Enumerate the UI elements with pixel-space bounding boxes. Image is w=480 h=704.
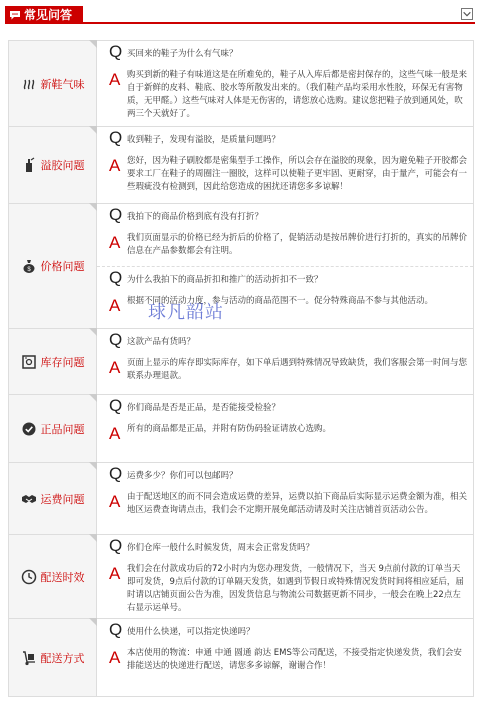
answer-text: 所有的商品都是正品，并附有防伪码验证请放心选购。 xyxy=(127,424,332,434)
answer-mark: A xyxy=(109,296,121,315)
question-mark: Q xyxy=(109,330,123,349)
category-odor xyxy=(9,41,97,126)
answer-mark: A xyxy=(109,358,121,377)
answer-text: 购买到新的鞋子有味道这是在所难免的，鞋子从入库后都是密封保存的，这些气味一般是来自于新鲜的皮料、鞋底、胶水等所散发出来的。（我们鞋产品均采用水性胶，环保无有害物质，无甲醛。）这些气味对人体是无伤害的，请您放心选购。建议您把鞋子放到通风处，吹两三个天就好了。 xyxy=(127,70,468,119)
answer-mark: A xyxy=(109,492,121,511)
watermark-text: 球凡韶站 xyxy=(148,302,224,323)
glue-bottle-icon xyxy=(21,157,37,173)
category-label: 新鞋气味 xyxy=(40,77,85,91)
question-mark: Q xyxy=(109,42,123,61)
category-label: 配送方式 xyxy=(40,651,85,665)
clock-icon xyxy=(21,569,37,585)
question-text: 使用什么快递，可以指定快递吗？ xyxy=(127,627,255,637)
answer-text: 根据不同的活动力度，参与活动的商品范围不一。促分特殊商品不参与其他活动。 xyxy=(127,296,434,306)
question-text: 我拍下的商品价格到底有没有打折？ xyxy=(127,212,264,222)
chevron-down-icon xyxy=(462,9,472,19)
question-text: 为什么我拍下的商品折扣和推广的活动折扣不一致？ xyxy=(127,275,323,285)
answer-text: 您好，因为鞋子刷胶都是密集型手工操作，所以会存在溢胶的现象，因为避免鞋子开胶都会要求工厂在鞋子的周圈注一圈胶，这样可以使鞋子更牢固、更耐穿，由于量产，可能会有一些瑕疵没有检测到，因此给您造成的困扰还请您多多谅解！ xyxy=(127,156,468,192)
handshake-icon xyxy=(21,491,37,507)
faq-row-glue xyxy=(8,127,474,204)
category-label: 配送时效 xyxy=(40,570,85,584)
category-glue xyxy=(9,127,97,203)
question-text: 收到鞋子，发现有溢胶，是质量问题吗？ xyxy=(127,135,281,145)
answer-text: 页面上显示的库存即实际库存，如下单后遇到特殊情况导致缺货，我们客服会第一时间与您联系办理退款。 xyxy=(127,358,468,381)
svg-text:$: $ xyxy=(26,267,31,273)
answer-mark: A xyxy=(109,156,121,175)
question-mark: Q xyxy=(109,396,123,415)
faq-row-price xyxy=(8,204,474,329)
question-text: 这款产品有货吗？ xyxy=(127,337,196,347)
faq-item xyxy=(97,535,473,619)
faq-item xyxy=(97,329,473,387)
faq-item xyxy=(97,395,473,443)
faq-row-stock xyxy=(8,329,474,395)
faq-title-tab xyxy=(5,6,83,24)
faq-row-shipping-fee xyxy=(8,463,474,535)
question-text: 你们商品是否是正品，是否能接受检验？ xyxy=(127,403,281,413)
chat-bubble-icon xyxy=(9,10,21,20)
faq-row-authentic xyxy=(8,395,474,463)
check-circle-icon xyxy=(21,421,37,437)
faq-item xyxy=(97,41,473,125)
category-stock xyxy=(9,329,97,394)
question-mark: Q xyxy=(109,128,123,147)
faq-header xyxy=(5,6,475,24)
answer-mark: A xyxy=(109,424,121,443)
faq-table xyxy=(8,40,474,697)
answer-mark: A xyxy=(109,233,121,252)
category-label: 运费问题 xyxy=(40,492,85,506)
question-text: 运费多少？你们可以包邮吗？ xyxy=(127,471,238,481)
faq-item xyxy=(97,204,473,266)
answer-mark: A xyxy=(109,648,121,667)
hand-truck-icon xyxy=(21,650,37,666)
faq-title: 常见问答 xyxy=(24,8,73,22)
answer-mark: A xyxy=(109,70,121,89)
answer-text: 由于配送地区的而不同会造成运费的差异，运费以拍下商品后实际显示运费金额为准，相关地区运费查询请点击，我们会不定期开展免邮活动请及时关注店铺首页活动公告。 xyxy=(127,492,468,515)
question-text: 你们仓库一般什么时候发货，周末会正常发货吗？ xyxy=(127,543,315,553)
collapse-button[interactable] xyxy=(461,8,473,20)
category-price xyxy=(9,204,97,328)
category-delivery-time xyxy=(9,535,97,618)
answer-text: 我们页面显示的价格已经为折后的价格了，促销活动是按吊牌价进行打折的，真实的吊牌价信息在产品参数都会有注明。 xyxy=(127,233,468,256)
faq-item xyxy=(97,619,473,677)
faq-row-delivery-method xyxy=(8,619,474,697)
answer-mark: A xyxy=(109,564,121,583)
category-delivery-method xyxy=(9,619,97,696)
faq-item xyxy=(97,463,473,521)
question-mark: Q xyxy=(109,268,123,287)
question-text: 买回来的鞋子为什么有气味？ xyxy=(127,49,238,59)
faq-row-odor xyxy=(8,41,474,127)
money-bag-icon xyxy=(21,258,37,274)
safe-box-icon xyxy=(21,354,37,370)
category-label: 溢胶问题 xyxy=(40,159,85,172)
faq-item xyxy=(97,127,473,198)
category-label: 库存问题 xyxy=(40,355,85,369)
category-authentic xyxy=(9,395,97,462)
answer-text: 我们会在付款成功后的72小时内为您办理发货，一般情况下，当天 9点前付款的订单当天即可发货，9点后付款的订单隔天发货，如遇到节假日或特殊情况发货时间将相应延后，届时请以店铺页面公告为准，因发货信息与物流公司数据更新不同步，一般会在晚上22点左右显示运单号。 xyxy=(127,564,464,613)
question-mark: Q xyxy=(109,620,123,639)
question-mark: Q xyxy=(109,464,123,483)
question-mark: Q xyxy=(109,536,123,555)
category-shipping-fee xyxy=(9,463,97,534)
category-label: 正品问题 xyxy=(40,422,85,436)
answer-text: 本店使用的物流：申通 中通 圆通 韵达 EMS等公司配送，不接受指定快递发货，我们会安排能送达的快递进行配送，请您多多谅解，谢谢合作！ xyxy=(127,648,462,671)
question-mark: Q xyxy=(109,205,123,224)
faq-row-delivery-time xyxy=(8,535,474,619)
category-label: 价格问题 xyxy=(40,260,85,273)
odor-waves-icon xyxy=(21,76,37,92)
